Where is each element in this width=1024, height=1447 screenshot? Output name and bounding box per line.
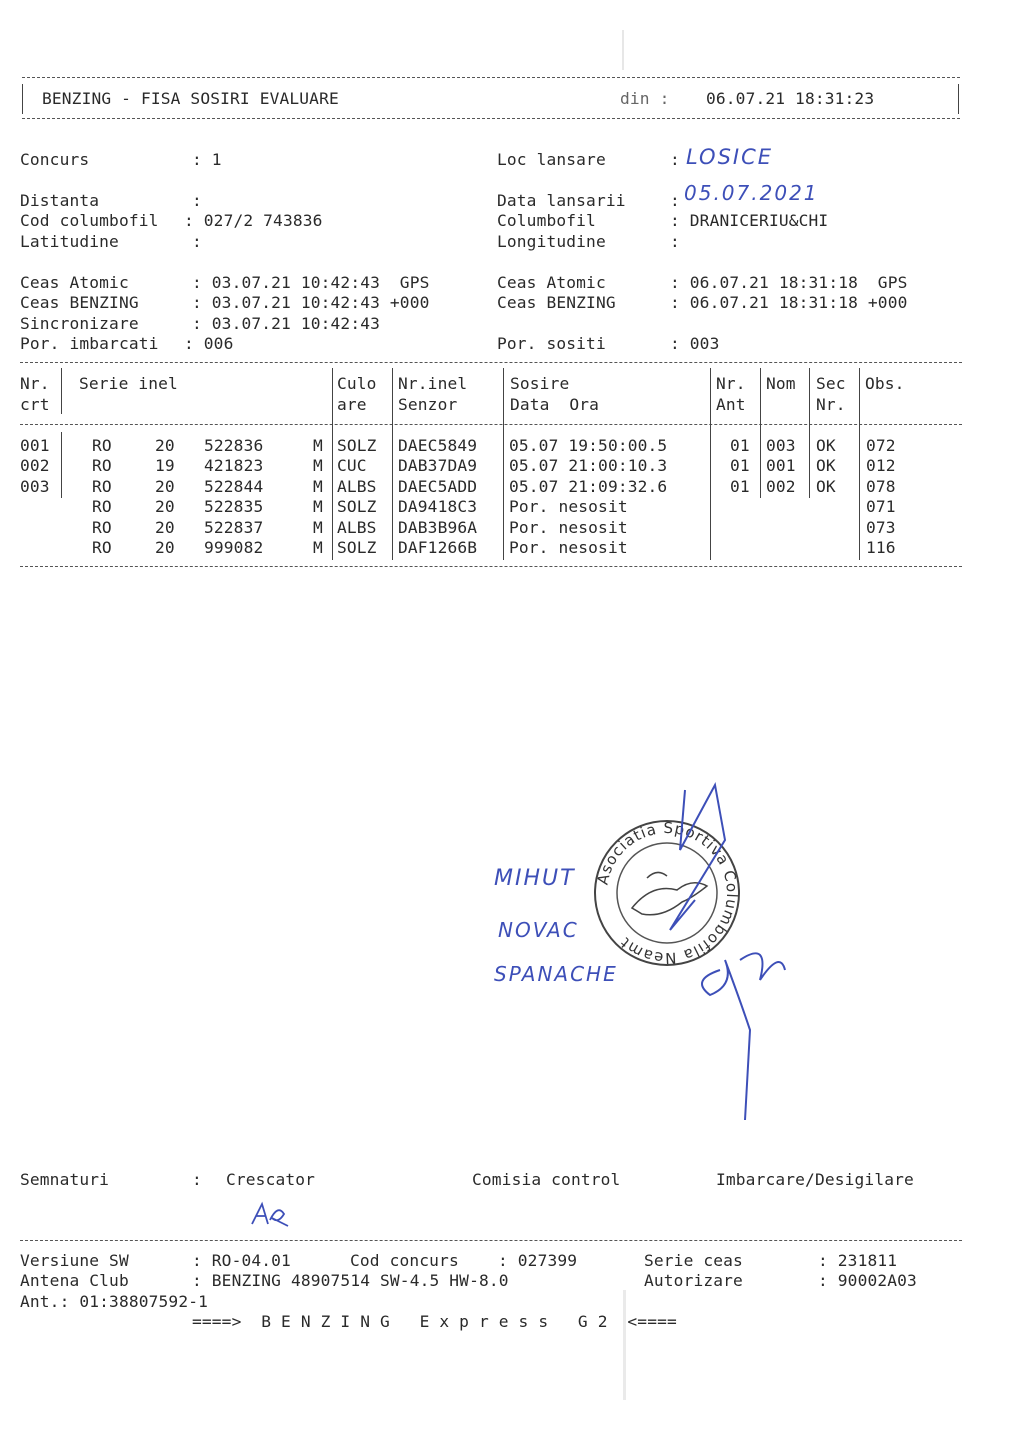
cell-sec: OK <box>816 456 836 475</box>
cod-concurs-value: : 027399 <box>498 1251 578 1270</box>
th-nom: Nom <box>766 374 796 393</box>
cell-ring: 522836 <box>204 436 264 455</box>
columbofil-label: Columbofil <box>497 211 596 230</box>
cell-arrival: 05.07 21:00:10.3 <box>509 456 668 475</box>
cell-color: ALBS <box>337 477 377 496</box>
cell-color: SOLZ <box>337 538 377 557</box>
cell-ring: 999082 <box>204 538 264 557</box>
cell-country: RO <box>92 518 112 537</box>
cell-obs: 078 <box>866 477 896 496</box>
col-sep-5 <box>710 368 711 560</box>
th-serie-inel: Serie inel <box>79 374 178 393</box>
table-top-rule <box>20 362 962 363</box>
commission-name-2: NOVAC <box>498 918 579 942</box>
sositi-value: : 003 <box>670 334 720 353</box>
th-sosire-2: Data Ora <box>510 395 600 414</box>
report-date-label: din : <box>620 89 670 108</box>
cell-sex: M <box>313 518 323 537</box>
commission-name-3: SPANACHE <box>494 962 618 986</box>
cod-columbofil-value: : 027/2 743836 <box>184 211 323 230</box>
cell-sec: OK <box>816 477 836 496</box>
cell-color: CUC <box>337 456 367 475</box>
imbarcati-value: : 006 <box>184 334 234 353</box>
header-bottom-rule <box>22 118 960 119</box>
ceas-atomic-label: Ceas Atomic <box>20 273 129 292</box>
cell-arrival: 05.07 19:50:00.5 <box>509 436 668 455</box>
table-header-rule <box>20 424 962 425</box>
col-sep-2 <box>332 368 333 560</box>
cell-color: SOLZ <box>337 436 377 455</box>
comisia-label: Comisia control <box>472 1170 621 1189</box>
cell-arrival: 05.07 21:09:32.6 <box>509 477 668 496</box>
antena-label: Antena Club <box>20 1271 129 1290</box>
cell-nr: 002 <box>20 456 50 475</box>
th-crt: crt <box>20 395 50 414</box>
cell-year: 20 <box>155 518 175 537</box>
longitudine-label: Longitudine <box>497 232 606 251</box>
ceas-benzing-start: : 03.07.21 10:42:43 +000 <box>192 293 430 312</box>
cell-obs: 116 <box>866 538 896 557</box>
data-lansarii-colon: : <box>670 191 680 210</box>
cell-sex: M <box>313 436 323 455</box>
cell-obs: 012 <box>866 456 896 475</box>
col-sep-6 <box>760 368 761 498</box>
th-nr: Nr. <box>20 374 50 393</box>
col-sep-3 <box>392 368 393 560</box>
commission-name-1: MIHUT <box>494 866 576 891</box>
distanta-value: : <box>192 191 202 210</box>
cell-sex: M <box>313 497 323 516</box>
autorizare-value: : 90002A03 <box>818 1271 917 1290</box>
ceas-atomic-end-label: Ceas Atomic <box>497 273 606 292</box>
th-inel-1: Nr.inel <box>398 374 468 393</box>
cell-country: RO <box>92 456 112 475</box>
cell-sensor: DA9418C3 <box>398 497 478 516</box>
serie-ceas-label: Serie ceas <box>644 1251 743 1270</box>
columbofil-value: : DRANICERIU&CHI <box>670 211 829 230</box>
cod-concurs-label: Cod concurs <box>350 1251 459 1270</box>
crescator-label: Crescator <box>226 1170 316 1189</box>
scan-artifact <box>622 30 624 70</box>
signature-scribble-icon <box>640 780 790 1130</box>
cell-sec: OK <box>816 436 836 455</box>
versiune-value: : RO-04.01 <box>192 1251 291 1270</box>
header-left-border <box>22 84 23 114</box>
report-date-value: 06.07.21 18:31:23 <box>706 89 875 108</box>
ceas-benzing-end-label: Ceas BENZING <box>497 293 616 312</box>
cell-sensor: DAF1266B <box>398 538 478 557</box>
cell-ring: 522837 <box>204 518 264 537</box>
report-title: BENZING - FISA SOSIRI EVALUARE <box>42 89 339 108</box>
cell-sensor: DAEC5ADD <box>398 477 478 496</box>
th-culoare-2: are <box>337 395 367 414</box>
semnaturi-label: Semnaturi <box>20 1170 110 1189</box>
semnaturi-colon: : <box>192 1170 202 1189</box>
cod-columbofil-label: Cod columbofil <box>20 211 159 230</box>
cell-year: 20 <box>155 436 175 455</box>
ceas-atomic-end: : 06.07.21 18:31:18 GPS <box>670 273 908 292</box>
cell-nr: 003 <box>20 477 50 496</box>
col-sep-1-header <box>61 368 62 414</box>
concurs-label: Concurs <box>20 150 90 169</box>
header-top-rule <box>22 77 960 78</box>
th-obs: Obs. <box>865 374 905 393</box>
cell-sensor: DAEC5849 <box>398 436 478 455</box>
th-inel-2: Senzor <box>398 395 458 414</box>
cell-ant: 01 <box>730 477 750 496</box>
th-ant-2: Ant <box>716 395 746 414</box>
ceas-benzing-end: : 06.07.21 18:31:18 +000 <box>670 293 908 312</box>
cell-nr: 001 <box>20 436 50 455</box>
col-sep-1-body <box>61 432 62 498</box>
cell-country: RO <box>92 436 112 455</box>
cell-nom: 003 <box>766 436 796 455</box>
cell-color: ALBS <box>337 518 377 537</box>
ant-line: Ant.: 01:38807592-1 <box>20 1292 209 1311</box>
cell-nom: 001 <box>766 456 796 475</box>
cell-country: RO <box>92 497 112 516</box>
autorizare-label: Autorizare <box>644 1271 743 1290</box>
th-sec-2: Nr. <box>816 395 846 414</box>
th-culoare-1: Culo <box>337 374 377 393</box>
imbarcare-label: Imbarcare/Desigilare <box>716 1170 914 1189</box>
sincronizare-value: : 03.07.21 10:42:43 <box>192 314 381 333</box>
latitudine-value: : <box>192 232 202 251</box>
loc-lansare-label: Loc lansare <box>497 150 606 169</box>
col-sep-7 <box>809 368 810 498</box>
cell-year: 20 <box>155 497 175 516</box>
brand-line: ====> B E N Z I N G E x p r e s s G 2 <==== <box>192 1312 677 1331</box>
crescator-signature-icon <box>248 1200 292 1230</box>
cell-year: 20 <box>155 538 175 557</box>
sositi-label: Por. sositi <box>497 334 606 353</box>
th-sec-1: Sec <box>816 374 846 393</box>
cell-arrival: Por. nesosit <box>509 497 628 516</box>
cell-ant: 01 <box>730 456 750 475</box>
table-bottom-rule <box>20 566 962 567</box>
cell-obs: 072 <box>866 436 896 455</box>
sincronizare-label: Sincronizare <box>20 314 139 333</box>
cell-sex: M <box>313 456 323 475</box>
cell-nom: 002 <box>766 477 796 496</box>
cell-country: RO <box>92 538 112 557</box>
cell-sex: M <box>313 538 323 557</box>
latitudine-label: Latitudine <box>20 232 119 251</box>
footer-rule <box>20 1240 962 1241</box>
cell-ant: 01 <box>730 436 750 455</box>
scan-artifact <box>623 1290 626 1400</box>
data-lansarii-label: Data lansarii <box>497 191 626 210</box>
ceas-atomic-start: : 03.07.21 10:42:43 GPS <box>192 273 430 292</box>
data-lansarii-handwritten: 05.07.2021 <box>684 181 819 205</box>
antena-value: : BENZING 48907514 SW-4.5 HW-8.0 <box>192 1271 509 1290</box>
cell-obs: 073 <box>866 518 896 537</box>
th-ant-1: Nr. <box>716 374 746 393</box>
loc-lansare-colon: : <box>670 150 680 169</box>
cell-color: SOLZ <box>337 497 377 516</box>
concurs-value: : 1 <box>192 150 222 169</box>
col-sep-4 <box>503 368 504 560</box>
cell-ring: 522835 <box>204 497 264 516</box>
versiune-label: Versiune SW <box>20 1251 129 1270</box>
cell-sensor: DAB3B96A <box>398 518 478 537</box>
cell-country: RO <box>92 477 112 496</box>
longitudine-value: : <box>670 232 680 251</box>
cell-sex: M <box>313 477 323 496</box>
serie-ceas-value: : 231811 <box>818 1251 898 1270</box>
imbarcati-label: Por. imbarcati <box>20 334 159 353</box>
cell-arrival: Por. nesosit <box>509 518 628 537</box>
header-right-border <box>958 84 959 114</box>
col-sep-8 <box>859 368 860 560</box>
cell-sensor: DAB37DA9 <box>398 456 478 475</box>
cell-obs: 071 <box>866 497 896 516</box>
th-sosire-1: Sosire <box>510 374 570 393</box>
stamp-text: Asociatia Sportiva Columbofila Neamt <box>593 818 742 968</box>
cell-year: 19 <box>155 456 175 475</box>
cell-arrival: Por. nesosit <box>509 538 628 557</box>
cell-ring: 421823 <box>204 456 264 475</box>
loc-lansare-handwritten: LOSICE <box>686 145 774 169</box>
distanta-label: Distanta <box>20 191 100 210</box>
cell-year: 20 <box>155 477 175 496</box>
ceas-benzing-label: Ceas BENZING <box>20 293 139 312</box>
cell-ring: 522844 <box>204 477 264 496</box>
